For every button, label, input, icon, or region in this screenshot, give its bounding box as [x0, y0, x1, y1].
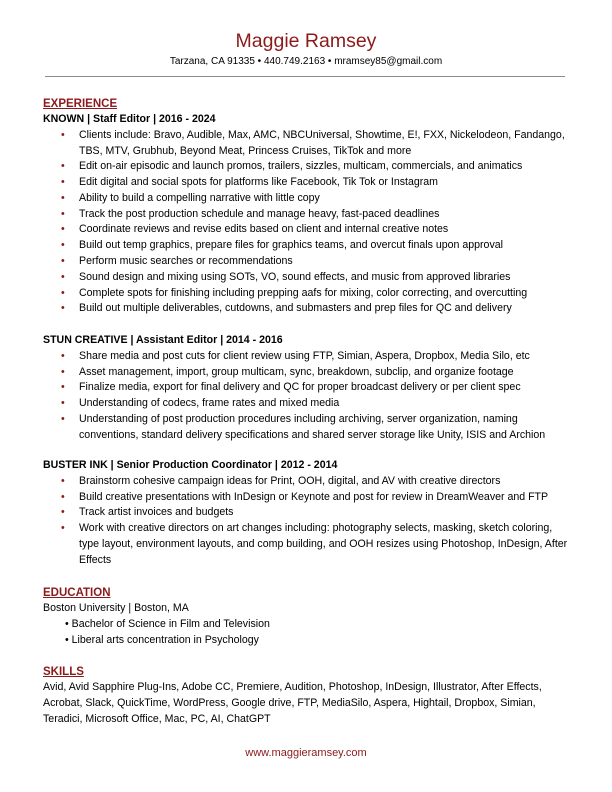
job-bullets: [43, 474, 573, 569]
list-item: [43, 270, 573, 286]
bullet-text: Share media and post cuts for client review using FTP, Simian, Aspera, Dropbox, Media Silo, etc: [79, 349, 530, 362]
bullet-icon: •: [61, 302, 65, 315]
skills-heading: SKILLS: [43, 666, 84, 678]
list-item: [43, 349, 573, 365]
bullet-icon: •: [61, 223, 65, 236]
list-item: [43, 238, 573, 254]
bullet-text: Build creative presentations with InDesign or Keynote and post for review in DreamWeaver and FTP: [79, 490, 549, 503]
job-heading: KNOWN | Staff Editor | 2016 - 2024: [43, 113, 216, 125]
bullet-icon: •: [61, 365, 65, 378]
bullet-icon: •: [61, 191, 65, 204]
job-heading: BUSTER INK | Senior Production Coordinator | 2012 - 2014: [43, 459, 338, 471]
bullet-icon: •: [61, 412, 65, 425]
list-item: [43, 505, 573, 521]
bullet-icon: •: [61, 239, 65, 252]
bullet-text: Work with creative directors on art changes including: photography selects, masking, sketch coloring, type layout, environment layouts, and comp building, and OOH resizes using Photoshop, InDesign, After Effects: [79, 522, 568, 566]
bullet-text: Ability to build a compelling narrative with little copy: [79, 191, 320, 204]
job-heading: STUN CREATIVE | Assistant Editor | 2014 - 2016: [43, 334, 283, 346]
bullet-icon: •: [61, 128, 65, 141]
bullet-text: Track artist invoices and budgets: [79, 506, 234, 519]
list-item: [43, 254, 573, 270]
bullet-text: Finalize media, export for final delivery and QC for proper broadcast delivery or per client spec: [79, 381, 521, 394]
contact-info: Tarzana, CA 91335 • 440.749.2163 • mramsey85@gmail.com: [169, 56, 443, 67]
bullet-text: Track the post production schedule and manage heavy, fast-paced deadlines: [79, 207, 440, 220]
bullet-text: Understanding of codecs, frame rates and mixed media: [79, 397, 340, 410]
bullet-text: Understanding of post production procedures including archiving, server organization, naming conventions, standard delivery specifications and shared server storage like Unity, ISIS and Archion: [79, 412, 546, 441]
experience-section: [43, 97, 573, 317]
bullet-icon: •: [61, 207, 65, 220]
website-link[interactable]: www.maggieramsey.com: [245, 747, 367, 759]
list-item: [43, 159, 573, 175]
skills-text: Avid, Avid Sapphire Plug-Ins, Adobe CC, Premiere, Audition, Photoshop, InDesign, Illustrator, After Effects, Acrobat, Slack, QuickTime, WordPress, Google drive, FTP, MediaSilo, Aspera, Hightail, Dropbox, Simian, Teradici, Microsoft Office, Mac, PC, AI, ChatGPT: [43, 681, 542, 725]
education-items: [43, 617, 573, 649]
school: Boston University | Boston, MA: [43, 602, 189, 614]
bullet-icon: •: [61, 506, 65, 519]
list-item: • Bachelor of Science in Film and Television: [65, 617, 270, 630]
bullet-text: Brainstorm cohesive campaign ideas for Print, OOH, digital, and AV with creative directors: [79, 474, 501, 487]
bullet-text: Edit digital and social spots for platforms like Facebook, Tik Tok or Instagram: [79, 176, 438, 189]
bullet-icon: •: [61, 160, 65, 173]
bullet-icon: •: [61, 176, 65, 189]
job-stun-creative: [43, 333, 573, 443]
bullet-icon: •: [61, 381, 65, 394]
list-item: [43, 474, 573, 490]
job-buster-ink: [43, 458, 573, 568]
header-divider: [45, 76, 565, 77]
list-item: [43, 490, 573, 506]
bullet-text: Build out multiple deliverables, cutdowns, and submasters and prep files for QC and delivery: [79, 302, 512, 315]
list-item: [43, 396, 573, 412]
list-item: [43, 286, 573, 302]
bullet-text: Complete spots for finishing including prepping aafs for mixing, color correcting, and overcutting: [79, 286, 528, 299]
bullet-icon: •: [61, 397, 65, 410]
bullet-icon: •: [61, 270, 65, 283]
education-section: [43, 586, 573, 648]
list-item: • Liberal arts concentration in Psychology: [65, 633, 259, 646]
bullet-text: Edit on-air episodic and launch promos, trailers, sizzles, multicam, commercials, and animatics: [79, 160, 523, 173]
list-item: [43, 380, 573, 396]
bullet-icon: •: [61, 255, 65, 268]
bullet-text: Asset management, import, group multicam, sync, breakdown, subclip, and organize footage: [79, 365, 514, 378]
bullet-icon: •: [61, 490, 65, 503]
job-bullets: [43, 349, 573, 444]
experience-heading: EXPERIENCE: [43, 98, 118, 110]
bullet-icon: •: [61, 522, 65, 535]
skills-section: [43, 665, 573, 727]
job-known: [43, 112, 573, 317]
bullet-text: Coordinate reviews and revise edits based on client and internal creative notes: [79, 223, 449, 236]
bullet-icon: •: [61, 349, 65, 362]
education-heading: EDUCATION: [43, 587, 111, 599]
list-item: [43, 365, 573, 381]
candidate-name: Maggie Ramsey: [235, 30, 377, 52]
job-bullets: [43, 128, 573, 318]
list-item: [43, 301, 573, 317]
bullet-text: Perform music searches or recommendations: [79, 255, 293, 268]
bullet-icon: •: [61, 474, 65, 487]
bullet-text: Sound design and mixing using SOTs, VO, sound effects, and music from approved libraries: [79, 270, 511, 283]
list-item: [43, 207, 573, 223]
list-item: [43, 412, 573, 444]
bullet-text: Build out temp graphics, prepare files for graphics teams, and overcut finals upon approval: [79, 239, 503, 252]
bullet-text: Clients include: Bravo, Audible, Max, AMC, NBCUniversal, Showtime, E!, FXX, Nickelodeon, Fandango, TBS, MTV, Grubhub, Beyond Meat, Princess Cruises, TikTok and more: [79, 128, 565, 157]
list-item: [43, 175, 573, 191]
bullet-icon: •: [61, 286, 65, 299]
list-item: [43, 222, 573, 238]
list-item: [43, 521, 573, 568]
list-item: [43, 191, 573, 207]
list-item: [43, 128, 573, 160]
